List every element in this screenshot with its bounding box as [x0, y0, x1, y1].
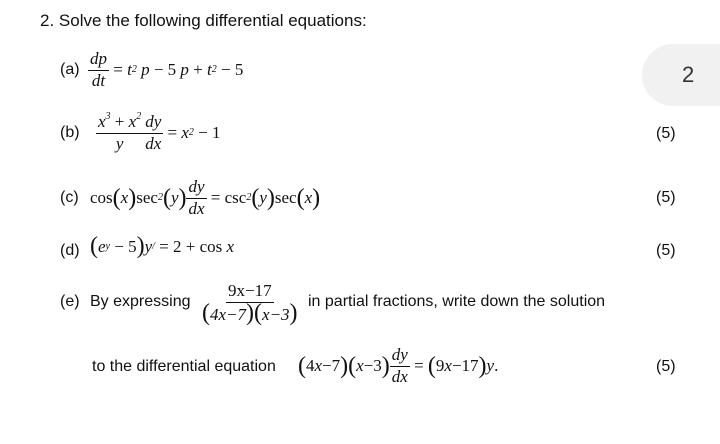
part-e-label: (e)	[60, 293, 80, 310]
question-title: 2. Solve the following differential equations:	[40, 11, 367, 30]
part-e-fraction: $\frac{9x-17}{(4x-7)(x-3)}$	[202, 281, 298, 326]
part-e-marks: (5)	[656, 358, 676, 375]
part-b-label: (b)	[60, 124, 80, 141]
part-a-label: (a)	[60, 61, 80, 78]
part-e-line2: to the differential equation	[92, 358, 276, 375]
part-c-label: (c)	[60, 189, 79, 206]
part-b-equation: $\frac{x^3 + x^2}{y}$ $\frac{dy}{dx}$ = x 2 − 1	[98, 111, 221, 153]
part-c-equation: cos ( x ) sec 2 ( y ) $\frac{dy}{dx}$ = csc 2 ( y ) sec ( x )	[90, 177, 321, 218]
part-e-equation: ( 4 x −7 )( x −3 ) $\frac{dy}{dx}$ = ( 9 x −17 ) y .	[298, 345, 499, 386]
part-a-equation: $\frac{dp}{dt}$ = t 2 p − 5 p + t 2 − 5	[90, 49, 244, 90]
page-number: 2	[682, 62, 695, 87]
part-d-marks: (5)	[656, 242, 676, 259]
part-e-intro: By expressing	[90, 293, 191, 310]
part-d-equation: ( e y − 5 ) y / = 2 + cos x	[90, 233, 235, 260]
part-e-after: in partial fractions, write down the solution	[308, 293, 606, 310]
part-d-label: (d)	[60, 242, 80, 259]
page-number-badge	[642, 44, 720, 106]
part-b-marks: (5)	[656, 125, 676, 142]
part-c-marks: (5)	[656, 189, 676, 206]
